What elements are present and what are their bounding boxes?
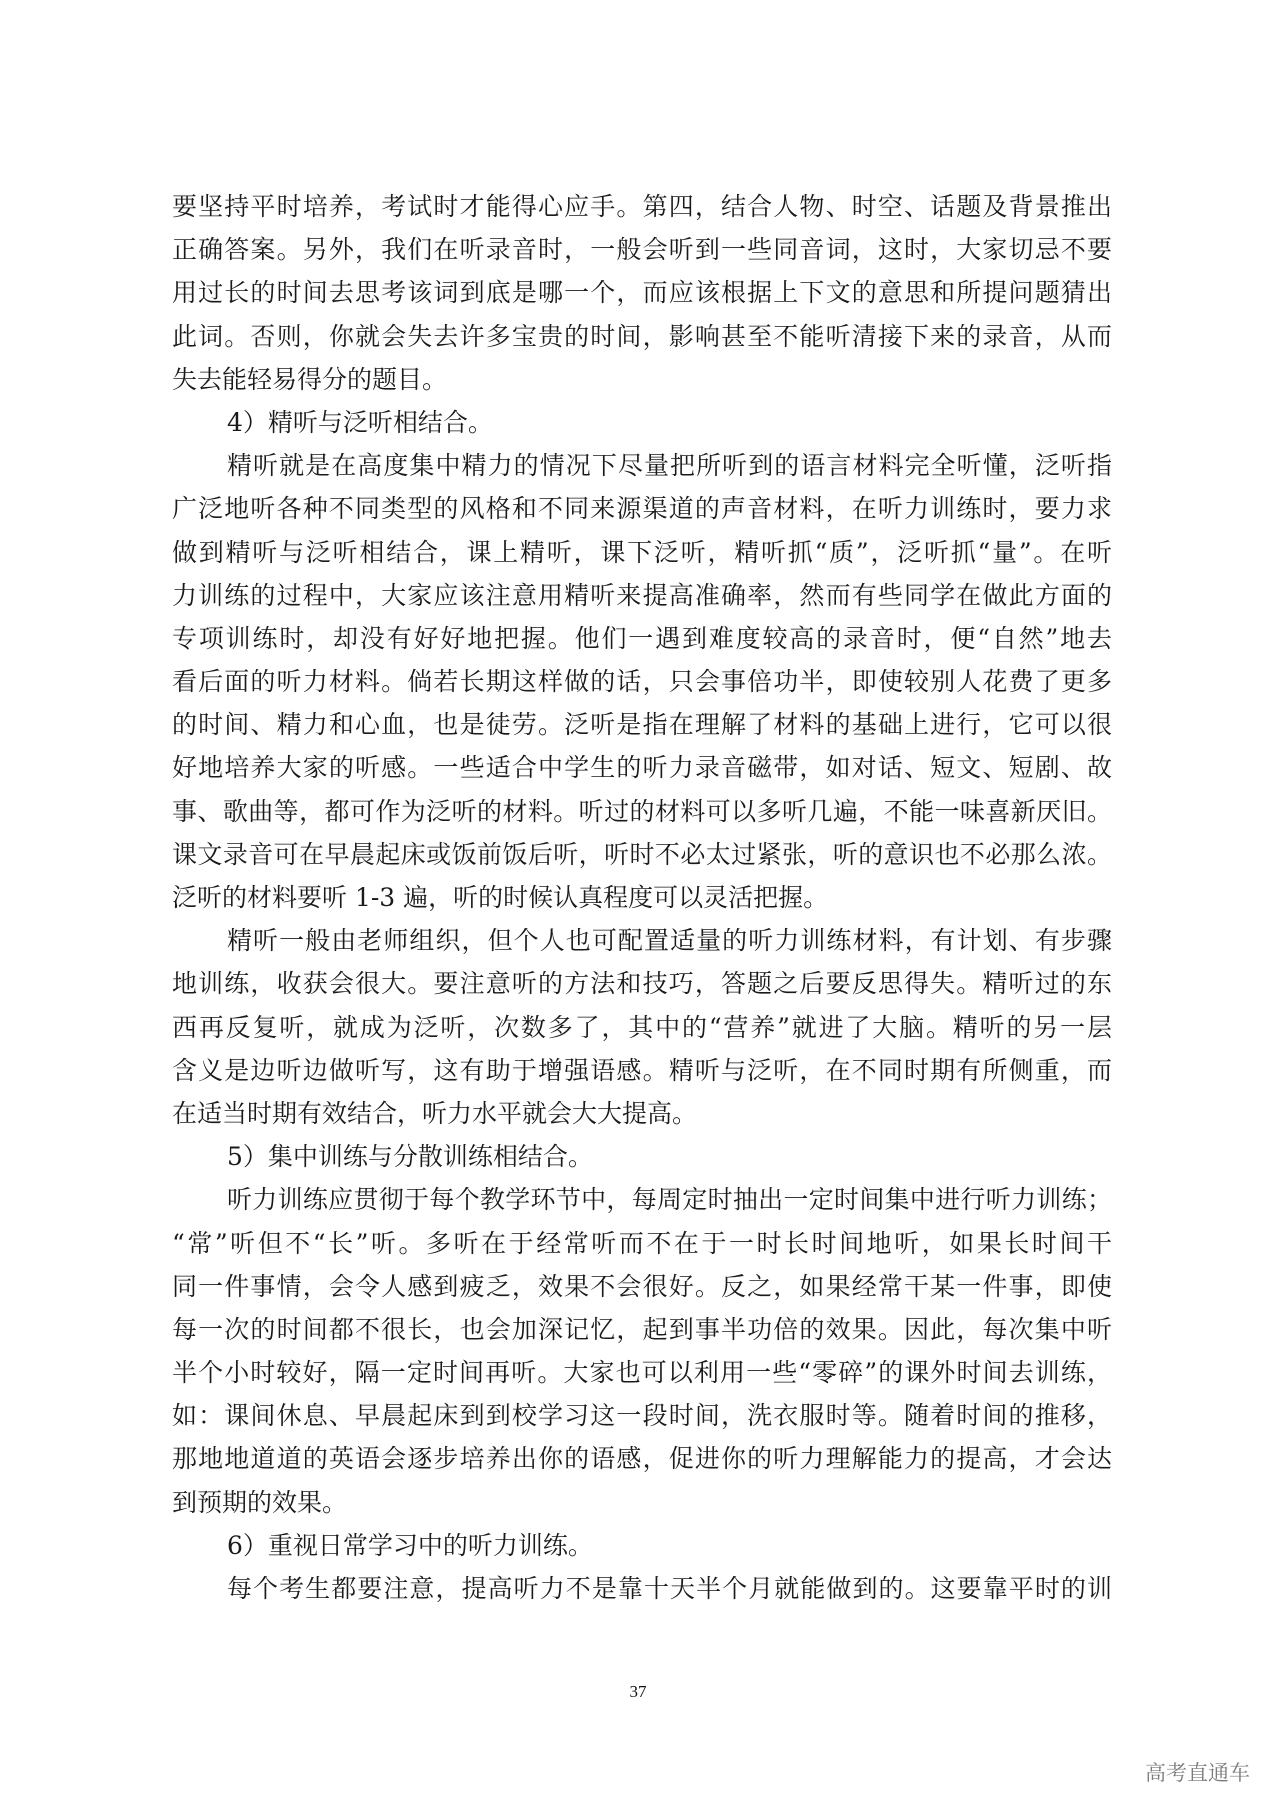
page-number-text: 37 bbox=[629, 1682, 647, 1701]
text-line: 精听就是在高度集中精力的情况下尽量把所听到的语言材料完全听懂，泛听指 bbox=[227, 451, 1112, 481]
text-line: 在适当时期有效结合，听力水平就会大大提高。 bbox=[172, 1098, 698, 1128]
text-line: 到预期的效果。 bbox=[172, 1487, 348, 1517]
text-line: 广泛地听各种不同类型的风格和不同来源渠道的声音材料，在听力训练时，要力求 bbox=[172, 494, 1112, 524]
text-line: 泛听的材料要听 1-3 遍，听的时候认真程度可以灵活把握。 bbox=[172, 883, 829, 912]
text-line: 看后面的听力材料。倘若长期这样做的话，只会事倍功半，即使较别人花费了更多 bbox=[172, 667, 1112, 697]
text-line: 每一次的时间都不很长，也会加深记忆，起到事半功倍的效果。因此，每次集中听 bbox=[172, 1314, 1112, 1344]
text-line: 此词。否则，你就会失去许多宝贵的时间，影响甚至不能听清接下来的录音，从而 bbox=[172, 321, 1112, 351]
text-line: 同一件事情，会令人感到疲乏，效果不会很好。反之，如果经常干某一件事，即使 bbox=[172, 1271, 1112, 1301]
text-line: 如：课间休息、早晨起床到到校学习这一段时间，洗衣服时等。随着时间的推移， bbox=[172, 1401, 1112, 1431]
text-line: 力训练的过程中，大家应该注意用精听来提高准确率，然而有些同学在做此方面的 bbox=[172, 580, 1112, 610]
section-heading: 6）重视日常学习中的听力训练。 bbox=[227, 1530, 593, 1560]
text-line: 事、歌曲等，都可作为泛听的材料。听过的材料可以多听几遍，不能一味喜新厌旧。 bbox=[172, 796, 1112, 826]
section-heading: 4）精听与泛听相结合。 bbox=[227, 407, 493, 437]
document-body bbox=[172, 185, 1112, 1610]
text-line: 要坚持平时培养，考试时才能得心应手。第四，结合人物、时空、话题及背景推出 bbox=[172, 192, 1112, 221]
text-line: 做到精听与泛听相结合，课上精听，课下泛听，精听抓“质”，泛听抓“量”。在听 bbox=[172, 537, 1112, 567]
text-line: 那地地道道的英语会逐步培养出你的语感，促进你的听力理解能力的提高，才会达 bbox=[172, 1444, 1112, 1474]
text-line: 每个考生都要注意，提高听力不是靠十天半个月就能做到的。这要靠平时的训 bbox=[227, 1574, 1112, 1603]
text-line: “常”听但不“长”听。多听在于经常听而不在于一时长时间地听，如果长时间干 bbox=[172, 1228, 1112, 1258]
text-line: 课文录音可在早晨起床或饭前饭后听，听时不必太过紧张，听的意识也不必那么浓。 bbox=[172, 839, 1112, 869]
text-line: 专项训练时，却没有好好地把握。他们一遇到难度较高的录音时，便“自然”地去 bbox=[172, 623, 1112, 653]
text-line: 用过长的时间去思考该词到底是哪一个，而应该根据上下文的意思和所提问题猜出 bbox=[172, 278, 1112, 308]
section-heading: 5）集中训练与分散训练相结合。 bbox=[227, 1142, 593, 1172]
text-line: 西再反复听，就成为泛听，次数多了，其中的“营养”就进了大脑。精听的另一层 bbox=[172, 1012, 1112, 1042]
text-line: 的时间、精力和心血，也是徒劳。泛听是指在理解了材料的基础上进行，它可以很 bbox=[172, 710, 1112, 740]
text-line: 失去能轻易得分的题目。 bbox=[172, 364, 448, 394]
text-line: 半个小时较好，隔一定时间再听。大家也可以利用一些“零碎”的课外时间去训练， bbox=[172, 1358, 1112, 1388]
watermark: 高考直通车 bbox=[1145, 1761, 1250, 1785]
text-line: 听力训练应贯彻于每个教学环节中，每周定时抽出一定时间集中进行听力训练； bbox=[227, 1185, 1112, 1215]
page-number bbox=[0, 1682, 1280, 1702]
text-line: 正确答案。另外，我们在听录音时，一般会听到一些同音词，这时，大家切忌不要 bbox=[172, 235, 1112, 265]
text-line: 好地培养大家的听感。一些适合中学生的听力录音磁带，如对话、短文、短剧、故 bbox=[172, 753, 1112, 783]
text-line: 精听一般由老师组织，但个人也可配置适量的听力训练材料，有计划、有步骤 bbox=[227, 926, 1112, 956]
text-line: 地训练，收获会很大。要注意听的方法和技巧，答题之后要反思得失。精听过的东 bbox=[172, 969, 1112, 999]
text-line: 含义是边听边做听写，这有助于增强语感。精听与泛听，在不同时期有所侧重，而 bbox=[172, 1055, 1112, 1085]
